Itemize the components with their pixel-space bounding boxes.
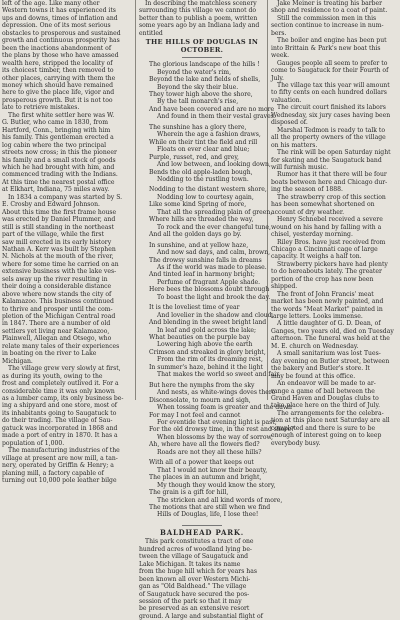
poem-line: In summer's haze, behind it the light <box>149 363 263 371</box>
poem-line: For eventide that evening light is past, <box>157 419 277 427</box>
text-line: depression. One of its most serious <box>2 22 111 30</box>
text-line: Rumor has it that there will be four <box>277 171 387 179</box>
text-line: to fifty cents on each hundred dollars <box>271 89 387 97</box>
poem-line: Nodding to the rustling town. <box>157 175 249 183</box>
poem-line: The glorious landscape of the hills ! <box>149 61 260 69</box>
left-column <box>2 0 132 484</box>
poem-line: Nodding low to courtesy again, <box>157 193 254 201</box>
text-line: as during its youth, owing to the <box>2 372 103 380</box>
text-line: tween the village of Saugatuck and <box>139 553 249 561</box>
text-line: gan as "Old Baldhead." The village <box>139 583 247 591</box>
text-line: made a port of entry in 1870. It has a <box>2 432 118 440</box>
poem-line: When blossoms by the way of sorrow, <box>157 433 273 441</box>
text-line: come to Saugatuck for their Fourth of <box>271 67 389 75</box>
text-line: session of the park so that it may <box>139 597 242 605</box>
text-line: everybody busy. <box>271 439 321 447</box>
text-line: Ganges, two years old, died on Tuesday <box>271 327 394 335</box>
poem-line: By the tall monarch's rise, <box>157 98 239 106</box>
text-line: his family and a small stock of goods <box>2 156 116 164</box>
poem-line: The places in an autumn and bright, <box>149 474 262 482</box>
text-line: This park constitutes a tract of one <box>145 538 254 546</box>
text-line: take place here on the third of July. <box>271 402 381 410</box>
text-line: The rink will be open Saturday night <box>277 149 391 157</box>
text-line: The village grew very slowly at first, <box>8 365 121 373</box>
poem-line: Crimson and streaked in glory bright, <box>149 348 266 356</box>
text-line: to do hereabouts lately. The greater <box>271 268 382 276</box>
intro-paragraph <box>139 0 265 37</box>
text-line: considerable time it was only known <box>2 387 115 395</box>
text-line: commenced trading with the Indians. <box>2 171 118 179</box>
text-line: to thrive and prosper until the com- <box>2 305 113 313</box>
text-line: into Brittain & Park's new boat this <box>271 44 381 52</box>
text-line: shipped. <box>271 283 298 291</box>
text-line: gatuck was incorporated in 1868 and <box>2 424 118 432</box>
poem-stanza <box>139 381 295 457</box>
text-line: late to retrieve mistakes. <box>2 104 80 112</box>
text-line: planing mill, a factory capable of <box>2 469 104 477</box>
poem-line: They tower high above the shore, <box>149 90 253 98</box>
poem-line: That makes the world so sweet and fair. <box>157 371 281 379</box>
text-line: The front of John Francis' meat <box>277 290 374 298</box>
text-line: enough of interest going on to keep <box>271 432 382 440</box>
text-line: other places, carrying with them the <box>2 74 116 82</box>
text-line: Jake Meiner is treating his barber <box>277 0 383 7</box>
text-line: turning out 10,000 pole leather bilge <box>2 477 117 484</box>
poem-line: Purple, russet, red, and grey, <box>149 153 239 161</box>
text-line: boats between here and Chicago dur- <box>271 178 388 186</box>
poem-line: My though they would know the story, <box>157 481 276 489</box>
text-line: its choicest timber, then removed to <box>2 67 114 75</box>
poem-line: Roads are not they all these hills? <box>157 448 262 456</box>
text-line: About this time the first frame house <box>2 208 117 216</box>
poem-line: But here the nymphs from the sky <box>149 381 255 389</box>
text-line: The strawberry crop of this section <box>277 193 386 201</box>
poem-line: And low between, and looking down, <box>157 161 271 169</box>
poem-line: The grain is a gift for hill, <box>149 489 229 497</box>
text-line: July. <box>271 74 284 82</box>
text-line: ing the season of 1888. <box>271 186 343 194</box>
text-line: here to give the place life, vigor and <box>2 89 115 97</box>
poem-stanza <box>139 304 281 379</box>
text-line: portion of the crop has now been <box>271 275 374 283</box>
text-line: day evening on Butler street, between <box>271 357 390 365</box>
poem-line: Like some kind Spring of more, <box>149 201 247 209</box>
text-line: capacity. It weighs a half ton. <box>271 253 362 261</box>
text-line: all the property owners of the village <box>271 134 386 142</box>
text-line: as a lumber camp, its only business be- <box>2 395 124 403</box>
poem-line: The drowsy sunshine falls in dreams <box>149 256 262 264</box>
text-line: M. E. church on Wednesday. <box>271 342 359 350</box>
poem-line: Hills of Douglas, life, I lose thee! <box>157 511 259 519</box>
text-line: frost and completely outlived it. For a <box>2 380 119 388</box>
text-line: A little daughter of G. D. Dean, of <box>277 320 381 328</box>
text-line: sels away up the river resulting in <box>2 275 108 283</box>
poem-line: And have been covered and are no more <box>149 105 275 113</box>
text-line: At this time the nearest postal office <box>2 178 115 186</box>
text-line: Michigan. <box>2 357 33 365</box>
text-line: account of dry weather. <box>271 208 345 216</box>
text-line: valuation. <box>271 96 302 104</box>
text-line: G. Butler, who came in 1830, from <box>2 119 108 127</box>
text-line: Wednesday, six jury cases having been <box>271 111 391 119</box>
poem-line: Ah, where have all the flowers fled? <box>149 441 260 449</box>
poem-line: Disconsolate, to mourn and sigh, <box>149 396 251 404</box>
text-line: may be found at this office. <box>271 372 356 380</box>
text-line: In 1834 a company was started by S. <box>8 193 123 201</box>
text-line: tion at this place next Saturday are all <box>271 417 390 425</box>
text-line: do their trading. The village of Sau- <box>2 417 113 425</box>
poem-line: And blending in the sweet bright land <box>149 319 267 327</box>
text-line: large letters. Looks immense. <box>271 313 363 321</box>
text-line: The manufacturing industries of the <box>8 447 120 455</box>
text-line: extensive business with the lake ves- <box>2 268 117 276</box>
text-line: has been somewhat shortened on <box>271 201 375 209</box>
text-line: been the inactions abandonment of <box>2 44 112 52</box>
text-line: where for some time he carried on an <box>2 260 119 268</box>
park-article <box>139 538 265 620</box>
text-line: E. Crosby and Edward Johnson. <box>2 201 100 209</box>
text-line: Henry Schnebel received a severe <box>277 216 383 224</box>
poem-line: And all the golden days go by. <box>149 231 242 239</box>
poem-line: The stricken and all kind words of more, <box>157 496 283 504</box>
text-line: ing a shipyard and one store, most of <box>2 402 118 410</box>
text-line: the plans by those who have amassed <box>2 52 119 60</box>
text-line: The first white settler here was W. <box>8 111 115 119</box>
text-line: be preserved as an extensive resort <box>139 605 250 613</box>
section-title: BALDHEAD PARK. <box>160 527 244 537</box>
text-line: some years ago by an Indiana lady and <box>139 22 260 30</box>
poem-line: While on their tint the field and rill <box>149 138 258 146</box>
text-line: Riley Bros. have just received from <box>277 238 386 246</box>
text-line: left of the age. Like many other <box>2 0 100 7</box>
poem-line: Nodding to the distant western shore, <box>149 186 267 194</box>
poem-line: That I would not know their beauty, <box>157 466 268 474</box>
stanza-gap <box>139 519 265 522</box>
poem-stanza <box>139 459 283 519</box>
text-line: disposed of. <box>271 119 308 127</box>
text-line: market has been newly painted, and <box>271 298 384 306</box>
text-line: Marshal Tedmon is ready to talk to <box>277 126 386 134</box>
poem-line: Bends the old apple-laden bough, <box>149 168 253 176</box>
poem-line: The sunshine has a glory there, <box>149 123 247 131</box>
text-line: saw mill erected in its early history <box>2 238 112 246</box>
poem-line: Beyond the water's rim, <box>157 68 232 76</box>
poem-line: In leaf and gold across the lake; <box>157 326 257 334</box>
text-line: Strawberry pickers have had plenty <box>277 260 388 268</box>
text-line: of Saugatuck have secured the pos- <box>139 590 250 598</box>
text-line: surrounding this village we cannot do <box>139 7 257 15</box>
text-line: their doing a considerable distance <box>2 283 112 291</box>
column-rule <box>267 0 268 400</box>
poem-line: From the rim of its dreaming rest, <box>157 356 263 364</box>
text-line: log cabin where the two principal <box>2 141 107 149</box>
poem-line: As if the world was made to please. <box>157 263 267 271</box>
text-line: week. <box>271 52 290 60</box>
text-line: The circuit court finished its labors <box>277 104 386 112</box>
poem-line: In sunshine, and at yellow haze, <box>149 241 249 249</box>
text-line: village at present are now mill, a tan- <box>2 454 118 462</box>
text-line: wealth here, stripped the locality of <box>2 59 113 67</box>
poem-line: Lowering high above the earth <box>157 341 253 349</box>
text-line: its inhabitants going to Saugatuck to <box>2 409 117 417</box>
poem-line: Beyond the sky their blue. <box>157 83 239 91</box>
text-line: at Elkhart, Indiana, 75 miles away. <box>2 186 110 194</box>
text-line: Hartford, Conn., bringing with him <box>2 126 111 134</box>
text-line: better than to publish a poem, written <box>139 14 258 22</box>
poem-line: Beyond the lake and fields of shells, <box>149 76 261 84</box>
text-line: Nathan A. Kerr was built by Stephen <box>2 245 116 253</box>
text-line: prosperous growth. But it is not too <box>2 96 113 104</box>
text-line: growth and continuous prosperity has <box>2 37 120 45</box>
text-line: An endeavor will be made to ar- <box>277 380 376 388</box>
column-rule <box>135 0 136 400</box>
text-line: been known all over Western Michi- <box>139 575 251 583</box>
poem-line: For may I not feel and cannot <box>149 411 241 419</box>
text-line: Gauges people all seem to prefer to <box>277 59 388 67</box>
text-line: hundred acres of woodland lying be- <box>139 545 252 553</box>
poem-line: To rock and the ever changeful tune, <box>157 223 271 231</box>
text-line: population of 1,000. <box>2 439 65 447</box>
poem-line: And tinted leaf in harmony bright; <box>149 271 255 279</box>
text-line: Grand Haven and Douglas clubs to <box>271 395 379 403</box>
text-line: section continue to increase in num- <box>271 22 384 30</box>
text-line: entitled <box>139 29 163 37</box>
text-line: Kalamazoo. This business continued <box>2 298 114 306</box>
poem-stanza <box>139 186 273 239</box>
text-line: In describing the matchless scenery <box>145 0 257 7</box>
text-line: in boating on the river to Lake <box>2 350 97 358</box>
text-line: above where now stands the city of <box>2 290 112 298</box>
text-line: settlers yet living near Kalamazoo, <box>2 327 110 335</box>
text-line: shop and residence to a coat of paint. <box>271 7 388 15</box>
text-line: still is still standing in the northeast <box>2 223 114 231</box>
poem-stanza <box>139 61 276 121</box>
text-line: which he had brought with him, and <box>2 163 115 171</box>
title-rule <box>182 57 222 58</box>
poem-title: THE HILLS OF DOUGLAS IN OCTOBER. <box>145 38 259 54</box>
text-line: on his matters. <box>271 141 318 149</box>
poem-line: When tossing foam is greater and the dawn <box>157 404 292 412</box>
text-line: Western towns it has experienced its <box>2 7 116 15</box>
poem-line: Where hills are threaded the way, <box>149 216 254 224</box>
text-line: Chicago a Cincinnati cage of large <box>271 245 378 253</box>
text-line: ups and downs, times of inflation and <box>2 14 118 22</box>
poem-line: That all the spreading plain of green, <box>157 208 273 216</box>
text-line: Plainwell, Allegan and Otsego, who <box>2 335 112 343</box>
section-rule <box>182 525 222 526</box>
poem-line: And nests, as white-wings doves there <box>157 389 276 397</box>
poem-line: And lovelier in the shadow and cloud, <box>157 311 274 319</box>
poem-stanza <box>139 123 271 184</box>
text-line: will furnish music. <box>271 163 329 171</box>
poem-line: Perfume of fragrant Apple shade. <box>157 278 261 286</box>
text-line: A small sanitarium was lost Tues- <box>277 350 381 358</box>
text-line: part of the village, while the first <box>2 231 104 239</box>
right-column <box>271 0 398 447</box>
text-line: completed and there is sure to be <box>271 424 376 432</box>
text-line: chisel, yesterday morning. <box>271 231 353 239</box>
text-line: range a game of ball between the <box>271 387 375 395</box>
poem-line: Here bees the blossoms doubt through <box>149 286 270 294</box>
text-line: his family. This gentleman erected a <box>2 134 114 142</box>
poem-line: Floats on ever clear and blue; <box>157 146 250 154</box>
text-line: relate many tales of their experiences <box>2 342 120 350</box>
text-line: afternoon. The funeral was held at the <box>271 335 390 343</box>
text-line: for skating and the Saugatuck band <box>271 156 382 164</box>
text-line: the words "Meat Market" painted in <box>271 305 383 313</box>
text-line: Still the commission men in this <box>277 14 377 22</box>
poem-line: With all of a power that keeps out <box>149 459 254 467</box>
poem-line: What beauties on the purple bay <box>149 334 250 342</box>
text-line: Lake Michigan. It takes its name <box>139 560 241 568</box>
text-line: in 1847. There are a number of old <box>2 320 111 328</box>
poem-stanza <box>139 241 271 302</box>
text-line: wound on his hand by falling with a <box>271 223 382 231</box>
poem-line: It is the loveliest time of year <box>149 304 240 312</box>
poem-line: For the old drowsy time, in the rest and shore? <box>149 426 295 434</box>
text-line: The boiler and engine has been put <box>277 37 387 45</box>
text-line: money which should have remained <box>2 81 114 89</box>
text-line: nery, operated by Griffin & Henry; a <box>2 462 114 470</box>
poem-line: And now sad days, and calm, brown, <box>157 249 271 257</box>
text-line: The village tax this year will amount <box>277 81 390 89</box>
poem-line: Wherein the age a fashion draws, <box>157 131 261 139</box>
poem-line: And found in them their vestal graves. <box>157 113 276 121</box>
text-line: was erected by Daniel Plummer, and <box>2 216 116 224</box>
text-line: the bakery and Butler's store. It <box>271 365 370 373</box>
text-line: obstacles to prosperous and sustained <box>2 29 121 37</box>
text-line: bers. <box>271 29 287 37</box>
text-line: ground. A large and substantial flight of <box>139 612 263 620</box>
text-line: pletion of the Michigan Central road <box>2 313 116 321</box>
poem-line: To boast the light and brook the day. <box>157 293 271 301</box>
text-line: The arrangements for the celebra- <box>277 409 384 417</box>
text-line: N. Nichols at the mouth of the river, <box>2 253 114 261</box>
text-line: streets now cross; in this the pioneer <box>2 149 117 157</box>
poem-line: The motions that are still when we find <box>149 504 271 511</box>
text-line: from the huge hill which for years has <box>139 568 257 576</box>
